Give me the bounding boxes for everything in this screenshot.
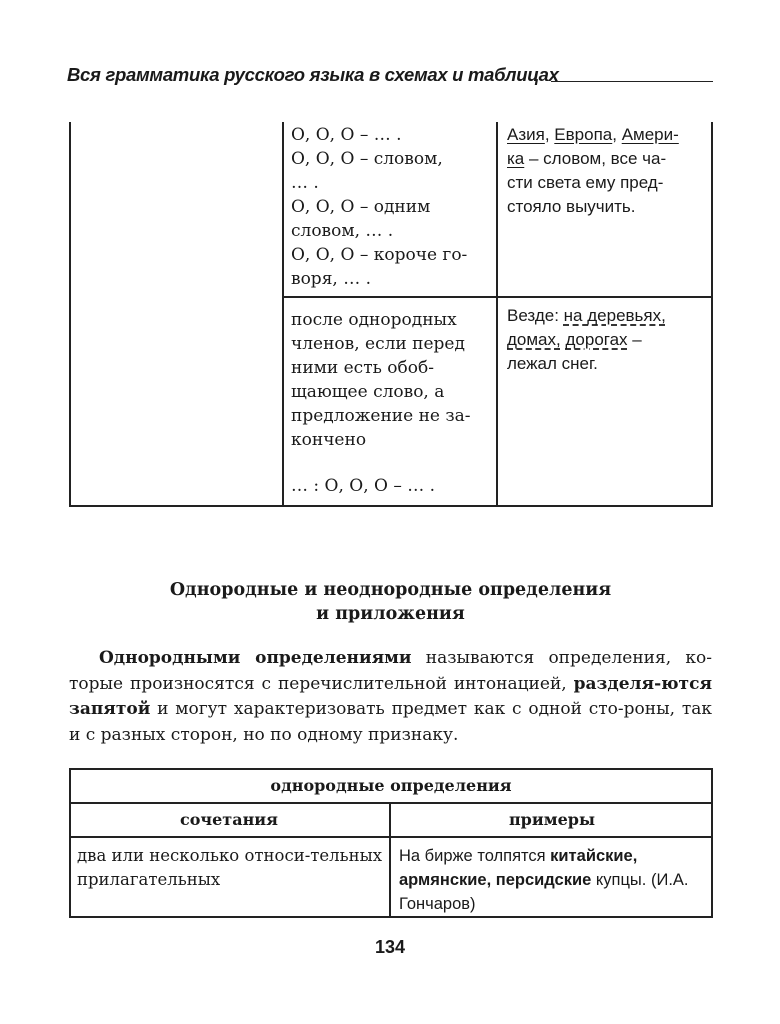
column-header-examples: примеры bbox=[508, 810, 596, 829]
schema-line: кончено bbox=[291, 430, 367, 450]
example-line: стояло выучить. bbox=[507, 197, 636, 216]
row1-example-cell bbox=[507, 123, 707, 219]
table-title: однородные определения bbox=[270, 776, 512, 795]
combination-cell: два или несколько относи-тельных прилагательных bbox=[77, 846, 383, 889]
table-row-divider bbox=[69, 836, 713, 838]
example-line: Везде: на деревьях, bbox=[507, 306, 666, 325]
schema-line: воря, … . bbox=[291, 269, 372, 289]
example-line: ка – словом, все ча- bbox=[507, 149, 667, 168]
rule-bold: разделя-ются запятой bbox=[69, 673, 712, 719]
row1-schema-cell bbox=[291, 123, 491, 291]
schema-line: предложение не за- bbox=[291, 406, 471, 426]
schema-line: О, О, О – одним bbox=[291, 197, 431, 217]
example-cell: На бирже толпятся китайские, армянские, персидские купцы. (И.А. Гончаров) bbox=[399, 847, 689, 913]
table-divider-1 bbox=[282, 122, 284, 507]
underlined-word: Европа bbox=[554, 125, 613, 144]
table-row-divider bbox=[282, 296, 713, 298]
table-border-bottom bbox=[69, 916, 713, 918]
schema-line: О, О, О – короче го- bbox=[291, 245, 468, 265]
table-border-left bbox=[69, 122, 71, 507]
example-line: сти света ему пред- bbox=[507, 173, 664, 192]
row2-schema-formula: … : О, О, О – … . bbox=[291, 476, 436, 496]
underlined-word: Азия bbox=[507, 125, 545, 144]
table-row-divider bbox=[69, 802, 713, 804]
row2-example-cell bbox=[507, 304, 707, 376]
example-line: домах, дорогах – bbox=[507, 330, 642, 349]
punctuation-table bbox=[69, 122, 712, 507]
dashed-underlined-word: на деревьях, bbox=[563, 306, 666, 325]
schema-line: словом, … . bbox=[291, 221, 394, 241]
table-border-bottom bbox=[69, 505, 713, 507]
column-header-combinations: сочетания bbox=[180, 810, 278, 829]
term-bold: Однородными определениями bbox=[99, 648, 412, 668]
table-border-right bbox=[711, 122, 713, 507]
schema-line: членов, если перед bbox=[291, 334, 465, 354]
schema-line: щающее слово, а bbox=[291, 382, 445, 402]
dashed-underlined-word: домах, bbox=[507, 330, 561, 349]
page-number: 134 bbox=[374, 937, 406, 957]
definition-paragraph: Однородными определениями называются определения, ко-торые произносятся с перечислительной интонацией, разделя-ются запятой и могут характеризовать предмет как с одной сто-роны, так и с разных сторон, но по одному признаку. bbox=[69, 648, 712, 745]
table-border-top bbox=[69, 768, 713, 770]
example-line: лежал снег. bbox=[507, 354, 598, 373]
running-header bbox=[67, 62, 713, 92]
section-title: Однородные и неоднородные определения и приложения bbox=[169, 580, 612, 624]
header-rule bbox=[551, 81, 713, 82]
table-divider-2 bbox=[496, 122, 498, 507]
dashed-underlined-word: дорогах bbox=[565, 330, 628, 349]
row2-schema-cell bbox=[291, 308, 491, 452]
schema-line: ними есть обоб- bbox=[291, 358, 434, 378]
schema-line: О, О, О – словом, bbox=[291, 149, 443, 169]
example-bold-words: китайские, армянские, персидские bbox=[399, 847, 638, 889]
example-line: Азия, Европа, Амери- bbox=[507, 125, 679, 144]
underlined-word: Амери- bbox=[621, 125, 679, 144]
schema-line: после однородных bbox=[291, 310, 457, 330]
schema-line: О, О, О – … . bbox=[291, 125, 402, 145]
underlined-word: ка bbox=[507, 149, 525, 168]
running-header-title: Вся грамматика русского языка в схемах и таблицах bbox=[67, 64, 559, 85]
schema-line: … . bbox=[291, 173, 319, 193]
homogeneous-definitions-table bbox=[69, 768, 712, 918]
